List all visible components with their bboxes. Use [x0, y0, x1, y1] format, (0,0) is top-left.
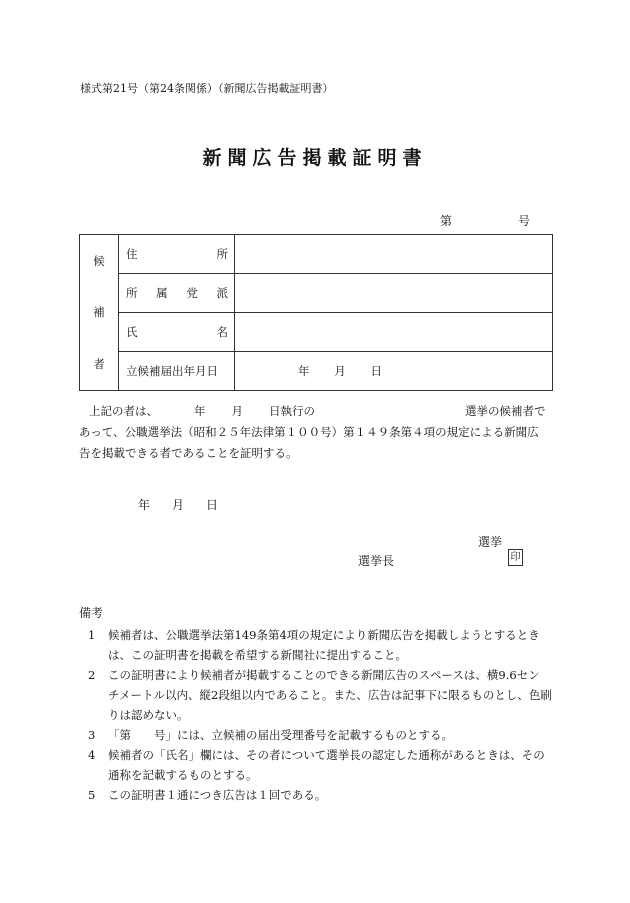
- address-field[interactable]: [235, 235, 553, 274]
- filing-date-field[interactable]: 年 月 日: [235, 352, 553, 391]
- name-label: 氏 名: [119, 313, 235, 352]
- address-label: 住 所: [119, 235, 235, 274]
- list-item: 3 「第 号」には、立候補の届出受理番号を記載するものとする。: [88, 728, 453, 742]
- list-item: 2 この証明書により候補者が掲載することのできる新聞広告のスペースは、横9.6セン チメートル以内、縦2段組以内であること。また、広告は記事下に限るものとし、色刷 りは認めない。: [88, 668, 552, 722]
- remarks-list: [88, 625, 558, 805]
- document-title: 新聞広告掲載証明書: [202, 147, 428, 169]
- seal-stamp: 印: [508, 549, 523, 566]
- filing-date-label: 立候補届出年月日: [119, 352, 235, 391]
- certification-date: 年 月 日: [138, 498, 218, 512]
- number-dai-label: 第: [440, 214, 453, 228]
- party-field[interactable]: [235, 274, 553, 313]
- list-item: 5 この証明書１通につき広告は１回である。: [88, 788, 327, 802]
- candidate-side-label: 候 補 者: [80, 235, 119, 391]
- certificate-number: [440, 212, 530, 229]
- remarks-title: 備考: [79, 606, 104, 620]
- certification-text: 上記の者は、 年 月 日執行の 選挙の候補者で あって、公職選挙法（昭和２５年法律第１００号）第１４９条第４項の規定による新聞広 告を掲載できる者であることを証明する。: [79, 404, 546, 460]
- name-field[interactable]: [235, 313, 553, 352]
- list-item: 4 候補者の「氏名」欄には、その者について選挙長の認定した通称があるときは、その 通称を記載するものとする。: [88, 748, 545, 782]
- number-go-label: 号: [517, 214, 530, 228]
- candidate-table: [79, 234, 553, 391]
- list-item: 1 候補者は、公職選挙法第149条第4項の規定により新聞広告を掲載しようとするとき は、この証明書を掲載を希望する新聞社に提出すること。: [88, 628, 540, 662]
- election-label: 選挙: [478, 535, 503, 549]
- party-label: 所 属 党 派: [119, 274, 235, 313]
- election-chief-label: 選挙長: [358, 554, 395, 568]
- form-number: 様式第21号（第24条関係）（新聞広告掲載証明書）: [80, 82, 334, 95]
